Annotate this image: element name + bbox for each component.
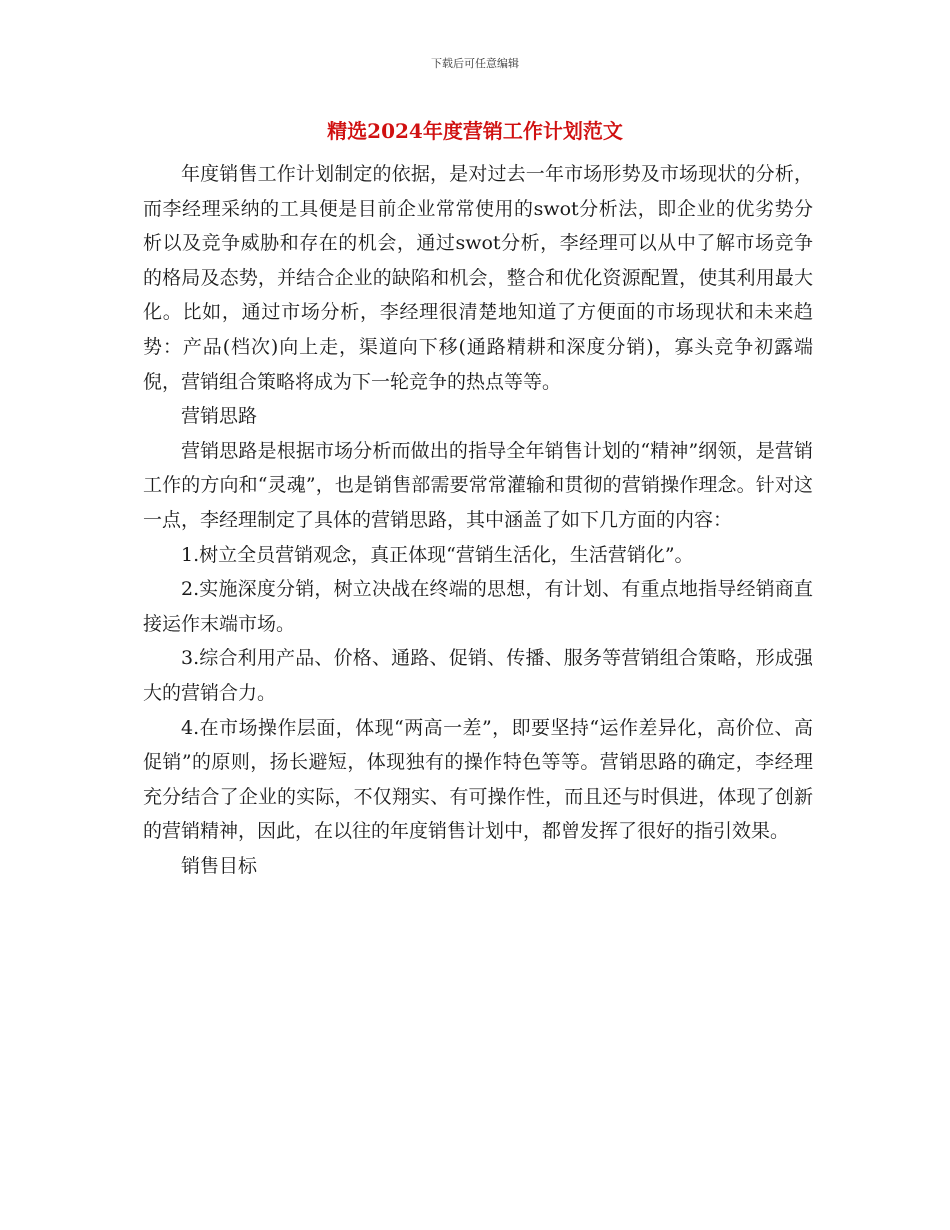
list-item-3: 3.综合利用产品、价格、通路、促销、传播、服务等营销组合策略，形成强大的营销合力。 (143, 647, 813, 704)
paragraph-intro: 年度销售工作计划制定的依据，是对过去一年市场形势及市场现状的分析，而李经理采纳的工具便是目前企业常常使用的swot分析法，即企业的优劣势分析以及竞争威胁和存在的机会，通过swot分析，李经理可以从中了解市场竞争的格局及态势，并结合企业的缺陷和机会，整合和优化资源配置，使其利用最大化。比如，通过市场分析，李经理很清楚地知道了方便面的市场现状和未来趋势：产品(档次)向上走，渠道向下移(通路精耕和深度分销)，寡头竞争初露端倪，营销组合策略将成为下一轮竞争的热点等等。 (143, 163, 813, 393)
list-item-1: 1.树立全员营销观念，真正体现“营销生活化，生活营销化”。 (181, 543, 694, 566)
document-body (143, 157, 813, 883)
page-header-note: 下载后可任意编辑 (431, 57, 519, 70)
list-item-2: 2.实施深度分销，树立决战在终端的思想，有计划、有重点地指导经销商直接运作末端市场。 (143, 578, 813, 635)
document-title: 精选2024年度营销工作计划范文 (327, 119, 623, 143)
paragraph-marketing-idea: 营销思路是根据市场分析而做出的指导全年销售计划的“精神”纲领，是营销工作的方向和“灵魂”，也是销售部需要常常灌输和贯彻的营销操作理念。针对这一点，李经理制定了具体的营销思路，其中涵盖了如下几方面的内容： (143, 439, 813, 531)
section-heading-marketing-idea: 营销思路 (181, 405, 258, 428)
section-heading-sales-target: 销售目标 (181, 854, 258, 877)
list-item-4: 4.在市场操作层面，体现“两高一差”，即要坚持“运作差异化，高价位、高促销”的原则，扬长避短，体现独有的操作特色等等。营销思路的确定，李经理充分结合了企业的实际，不仅翔实、有可操作性，而且还与时俱进，体现了创新的营销精神，因此，在以往的年度销售计划中，都曾发挥了很好的指引效果。 (143, 716, 813, 843)
